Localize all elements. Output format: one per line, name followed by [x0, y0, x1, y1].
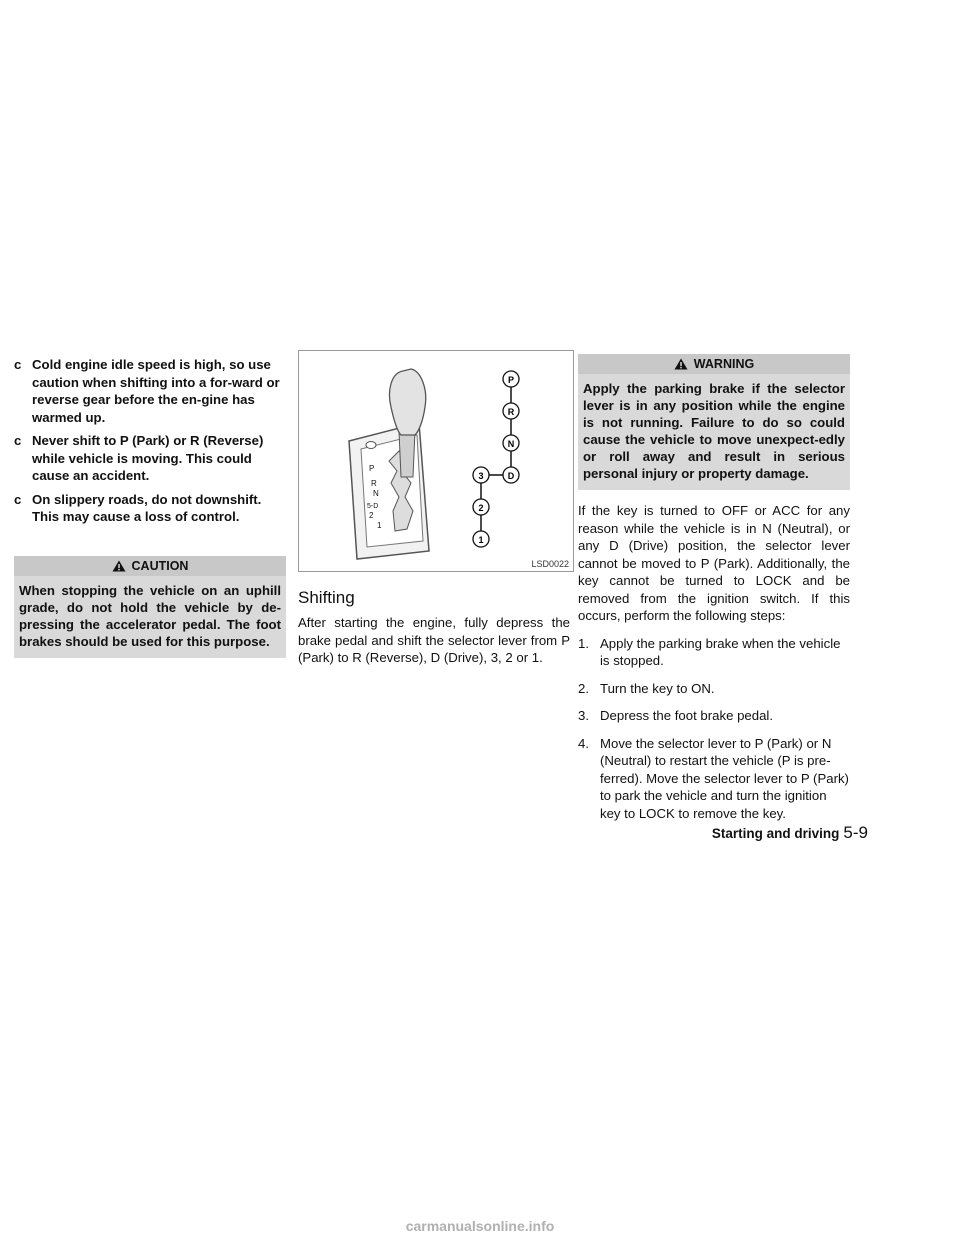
list-item [578, 635, 850, 670]
bullet-item [14, 432, 286, 485]
bullet-item [14, 491, 286, 526]
caution-title: CAUTION [131, 558, 189, 573]
caution-text: When stopping the vehicle on an uphill grade, do not hold the vehicle by de-pressing the accelerator pedal. The foot brakes should be used for this purpose. [19, 582, 281, 649]
gate-node [503, 435, 519, 451]
step-number: 1. [578, 635, 589, 651]
warning-header [578, 354, 850, 374]
step-text: Depress the foot brake pedal. [600, 708, 774, 723]
gate-label: 3 [478, 471, 484, 481]
column-right [578, 350, 850, 832]
bullet-text: Never shift to P (Park) or R (Reverse) while vehicle is moving. This could cause an accident. [32, 433, 264, 483]
steps-list [578, 635, 850, 823]
key-text: If the key is turned to OFF or ACC for any reason while the vehicle is in N (Neutral), or any D (Drive) position, the selector lever cannot be moved to P (Park). Additionally, the key cannot be turned to LOCK and be removed from the ignition switch. If this occurs, perform the following steps: [578, 503, 850, 623]
bullet-mark: c [14, 433, 22, 448]
shifter-label: P [369, 464, 375, 473]
page-footer [578, 823, 868, 843]
column-left [14, 350, 286, 658]
step-number: 3. [578, 708, 589, 723]
gate-label: N [507, 439, 515, 449]
caution-header [14, 556, 286, 576]
bullet-mark: c [14, 357, 22, 372]
gate-node [473, 531, 489, 547]
shifter-label: 1 [377, 521, 382, 530]
footer-section: Starting and driving [711, 826, 840, 841]
shifter-figure [298, 350, 574, 572]
gate-node [503, 467, 519, 483]
step-text: Apply the parking brake when the vehicle is stopped. [600, 635, 841, 668]
step-text: Turn the key to ON. [600, 680, 715, 696]
gate-label: 1 [478, 535, 484, 545]
section-heading: Shifting [298, 588, 355, 607]
figure-id: LSD0022 [531, 559, 569, 569]
warning-box [578, 354, 850, 490]
gate-label: P [507, 375, 515, 385]
shifter-label: R [371, 479, 377, 488]
gate-label: D [507, 471, 515, 481]
bullet-item [14, 356, 286, 426]
shifting-text: After starting the engine, fully depress the brake pedal and shift the selector lever from P (Park) to R (Reverse), D (Drive), 3, 2 or 1. [298, 615, 570, 665]
bullet-text: On slippery roads, do not downshift. This may cause a loss of control. [32, 491, 262, 524]
warning-triangle-icon [112, 560, 126, 572]
warning-title: WARNING [693, 357, 755, 371]
caution-box [14, 556, 286, 658]
bullet-text: Cold engine idle speed is high, so use caution when shifting into a for-ward or reverse gear before the en-gine has warmed up. [32, 357, 280, 425]
gate-node [473, 499, 489, 515]
selector-lever-illustration [299, 351, 575, 573]
warning-text: Apply the parking brake if the selector lever is in any position while the engine is not running. Failure to do so could cause the vehicle to move unexpect-edly or roll away and result in serious personal injury or property damage. [583, 381, 845, 481]
warning-triangle-icon [674, 358, 688, 370]
gate-node [503, 371, 519, 387]
list-item [578, 680, 850, 698]
gate-node [473, 467, 489, 483]
list-item [578, 707, 850, 725]
shifter-label: 5-D [367, 503, 379, 510]
shifter-label: 2 [369, 511, 374, 520]
watermark: carmanualsonline.info [405, 1218, 555, 1234]
column-middle [298, 350, 570, 667]
gate-label: 2 [478, 503, 484, 513]
page-number: 5-9 [843, 823, 868, 842]
gate-label: R [507, 407, 515, 417]
gate-node [503, 403, 519, 419]
step-text: Move the selector lever to P (Park) or N (Neutral) to restart the vehicle (P is pre-ferred). Move the selector lever to P (Park) to park the vehicle and turn the ignition key to LOCK to remove the key. [600, 735, 849, 821]
step-number: 2. [578, 680, 589, 696]
list-item [578, 735, 850, 823]
shifter-label: N [373, 489, 379, 498]
step-number: 4. [578, 735, 589, 751]
bullet-mark: c [14, 491, 22, 507]
